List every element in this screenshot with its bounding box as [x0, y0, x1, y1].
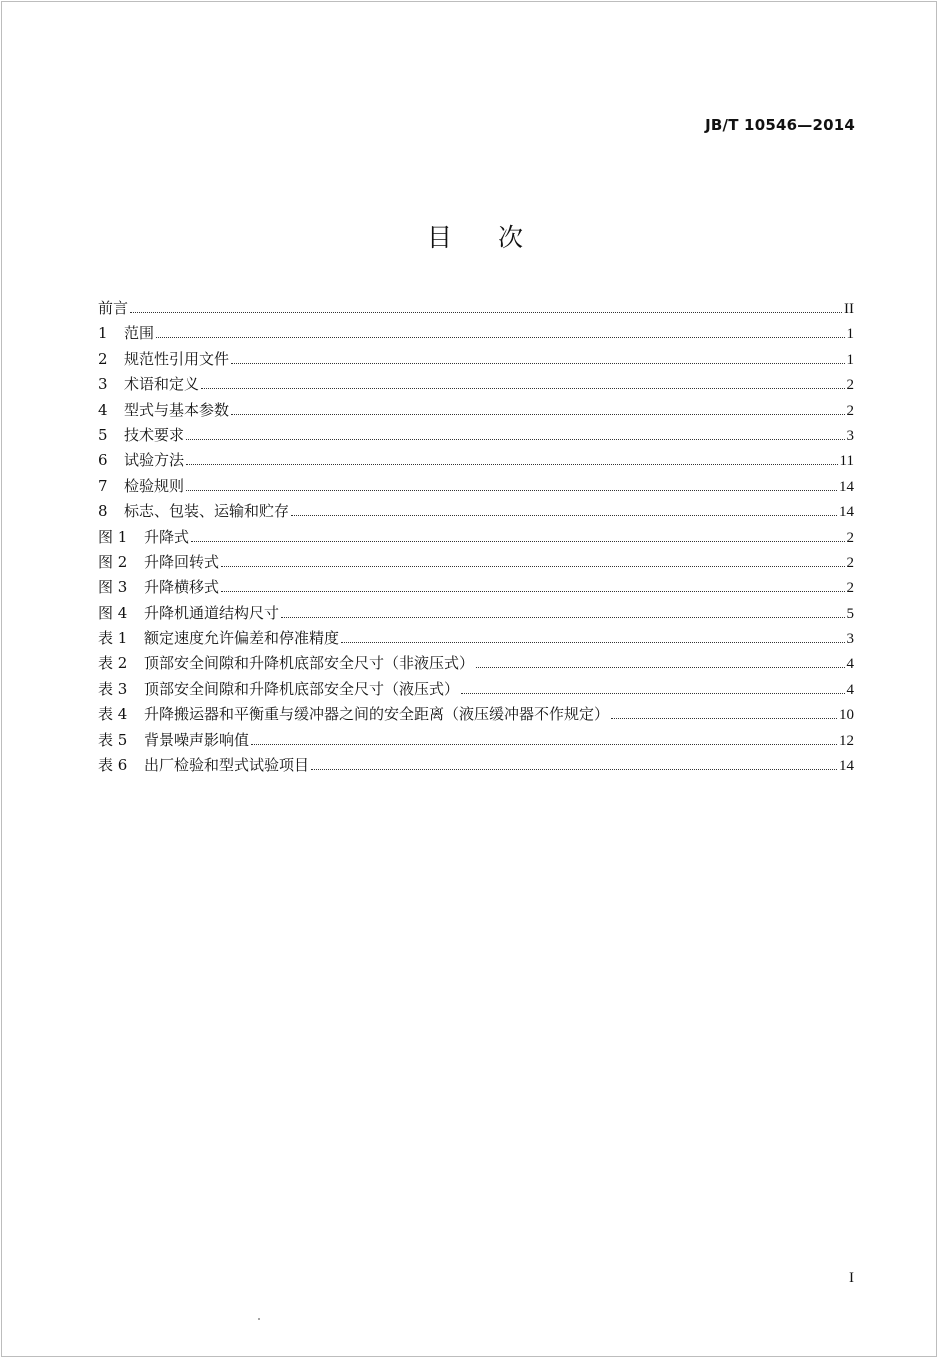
toc-title-part2: 次 [498, 223, 524, 252]
toc-leader-dots [156, 337, 844, 338]
toc-entry-page: 2 [846, 377, 854, 394]
toc-entry-label: 升降机通道结构尺寸 [144, 603, 280, 622]
toc-entry-table-3[interactable] [98, 677, 854, 702]
toc-entry-page: 14 [839, 504, 854, 521]
toc-entry-page: 14 [839, 478, 854, 495]
toc-entry-table-1[interactable] [98, 626, 854, 651]
toc-leader-dots [311, 769, 837, 770]
toc-entry-page: 2 [846, 580, 854, 597]
toc-entry-page: 5 [846, 605, 854, 622]
toc-entry-page: 3 [846, 631, 854, 648]
toc-entry-1[interactable] [98, 321, 854, 346]
toc-entry-foreword[interactable] [98, 296, 854, 321]
toc-entry-table-5[interactable] [98, 728, 854, 753]
toc-entry-3[interactable] [98, 372, 854, 397]
toc-entry-number: 5 [98, 425, 108, 444]
toc-entry-number: 表 2 [98, 654, 128, 673]
toc-entry-6[interactable] [98, 448, 854, 473]
toc-entry-number: 8 [98, 502, 108, 521]
toc-leader-dots [231, 414, 844, 415]
toc-entry-figure-2[interactable] [98, 550, 854, 575]
toc-entry-page: 1 [846, 351, 854, 368]
toc-entry-number: 表 1 [98, 629, 128, 648]
toc-entry-number: 2 [98, 349, 108, 368]
scan-speck [258, 1318, 260, 1320]
toc-entry-label: 范围 [124, 324, 155, 343]
toc-entry-page: 2 [846, 554, 854, 571]
toc-leader-dots [281, 617, 844, 618]
toc-entry-label: 升降式 [144, 527, 190, 546]
page-number: I [849, 1270, 854, 1286]
toc-leader-dots [186, 490, 837, 491]
toc-entry-label: 出厂检验和型式试验项目 [144, 756, 310, 775]
toc-entry-page: 12 [839, 732, 854, 749]
toc-entry-number: 7 [98, 476, 108, 495]
toc-entry-number: 图 3 [98, 578, 128, 597]
toc-entry-number: 3 [98, 375, 108, 394]
toc-entry-page: 3 [846, 427, 854, 444]
toc-leader-dots [221, 591, 844, 592]
toc-leader-dots [201, 388, 844, 389]
toc-entry-page: 14 [839, 758, 854, 775]
toc-entry-number: 表 3 [98, 679, 128, 698]
toc-entry-label: 前言 [98, 299, 129, 317]
toc-entry-label: 顶部安全间隙和升降机底部安全尺寸（液压式） [144, 679, 460, 698]
toc-entry-page: 11 [839, 453, 854, 470]
toc-entry-number: 表 6 [98, 756, 128, 775]
toc-entry-page: 2 [846, 402, 854, 419]
toc-entry-5[interactable] [98, 423, 854, 448]
toc-entry-number: 图 2 [98, 552, 128, 571]
toc-entry-label: 技术要求 [124, 425, 185, 444]
toc-entry-number: 表 5 [98, 730, 128, 749]
toc-entry-table-6[interactable] [98, 753, 854, 778]
toc-entry-number: 1 [98, 324, 108, 343]
toc-entry-page: II [844, 301, 854, 317]
toc-entry-figure-3[interactable] [98, 575, 854, 600]
toc-leader-dots [130, 312, 842, 313]
toc-leader-dots [186, 464, 838, 465]
toc-entry-4[interactable] [98, 398, 854, 423]
toc-entry-page: 1 [846, 326, 854, 343]
toc-leader-dots [341, 642, 844, 643]
toc-entry-2[interactable] [98, 347, 854, 372]
toc-leader-dots [221, 566, 844, 567]
toc-entry-figure-1[interactable] [98, 525, 854, 550]
toc-entry-label: 术语和定义 [124, 375, 200, 394]
toc-leader-dots [461, 693, 844, 694]
toc-entry-number: 表 4 [98, 705, 128, 724]
toc-entry-label: 试验方法 [124, 451, 185, 470]
standard-number: JB/T 10546—2014 [705, 116, 855, 134]
toc-title-part1: 目 [426, 223, 452, 252]
toc-entry-number: 6 [98, 451, 108, 470]
toc-entry-7[interactable] [98, 474, 854, 499]
toc-entry-label: 标志、包装、运输和贮存 [124, 502, 290, 521]
toc-entry-8[interactable] [98, 499, 854, 524]
toc-list [98, 296, 854, 778]
toc-entry-label: 背景噪声影响值 [144, 730, 250, 749]
toc-title [0, 218, 950, 254]
toc-entry-number: 4 [98, 400, 108, 419]
toc-entry-label: 升降横移式 [144, 578, 220, 597]
toc-leader-dots [476, 667, 844, 668]
toc-entry-page: 2 [846, 529, 854, 546]
toc-entry-page: 4 [846, 656, 854, 673]
toc-entry-label: 顶部安全间隙和升降机底部安全尺寸（非液压式） [144, 654, 475, 673]
toc-entry-number: 图 4 [98, 603, 128, 622]
toc-entry-table-4[interactable] [98, 702, 854, 727]
toc-entry-label: 检验规则 [124, 476, 185, 495]
toc-entry-page: 4 [846, 681, 854, 698]
toc-leader-dots [611, 718, 837, 719]
toc-leader-dots [191, 541, 844, 542]
toc-leader-dots [231, 363, 844, 364]
toc-entry-number: 图 1 [98, 527, 128, 546]
toc-entry-figure-4[interactable] [98, 601, 854, 626]
toc-leader-dots [186, 439, 844, 440]
toc-entry-table-2[interactable] [98, 651, 854, 676]
toc-entry-label: 型式与基本参数 [124, 400, 230, 419]
toc-leader-dots [251, 744, 837, 745]
toc-entry-page: 10 [839, 707, 854, 724]
toc-leader-dots [291, 515, 837, 516]
toc-entry-label: 升降搬运器和平衡重与缓冲器之间的安全距离（液压缓冲器不作规定） [144, 705, 610, 724]
toc-entry-label: 额定速度允许偏差和停准精度 [144, 629, 340, 648]
toc-entry-label: 升降回转式 [144, 552, 220, 571]
toc-entry-label: 规范性引用文件 [124, 349, 230, 368]
